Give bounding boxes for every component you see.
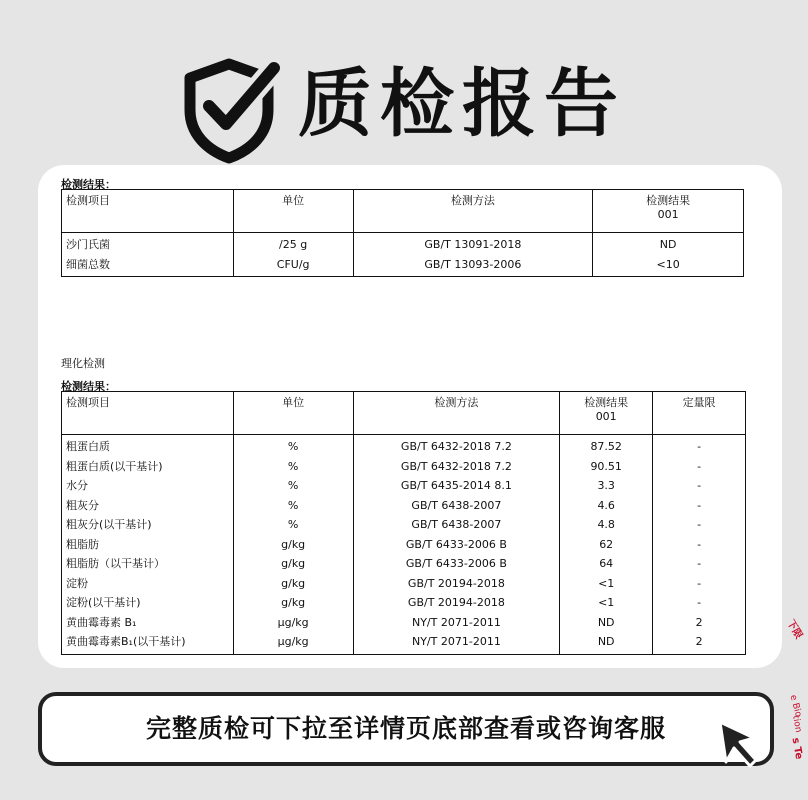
- cell-limit: 2: [653, 613, 746, 633]
- table-row: [62, 632, 746, 654]
- cell-method: NY/T 2071-2011: [353, 613, 560, 633]
- stamp-text: 下限: [784, 618, 805, 641]
- cell-limit: -: [653, 435, 746, 457]
- cell-item: 粗蛋白质(以干基计): [62, 457, 234, 477]
- cell-unit: g/kg: [233, 554, 353, 574]
- header-cell: 检测方法: [353, 392, 560, 435]
- header: [0, 40, 800, 160]
- cell-item: 粗脂肪（以干基计）: [62, 554, 234, 574]
- cell-item: 粗灰分: [62, 496, 234, 516]
- micro-results-label: 检测结果：: [61, 178, 116, 191]
- shield-check-icon: [176, 58, 282, 162]
- cell-unit: %: [233, 476, 353, 496]
- cell-unit: %: [233, 435, 353, 457]
- cell-unit: CFU/g: [233, 255, 353, 277]
- cell-item: 黄曲霉毒素B₁(以干基计): [62, 632, 234, 654]
- red-stamp: [778, 613, 808, 773]
- header-sample-id: 001: [657, 208, 679, 221]
- cell-item: 水分: [62, 476, 234, 496]
- header-cell: [593, 190, 744, 233]
- cell-result: 3.3: [560, 476, 653, 496]
- cell-result: <10: [593, 255, 744, 277]
- cell-unit: g/kg: [233, 574, 353, 594]
- header-cell: 单位: [233, 392, 353, 435]
- cell-unit: μg/kg: [233, 613, 353, 633]
- physchem-table: [61, 391, 746, 655]
- header-cell: 检测项目: [62, 190, 234, 233]
- cell-item: 粗蛋白质: [62, 435, 234, 457]
- cell-method: GB/T 13091-2018: [353, 233, 593, 255]
- header-result-label: 检测结果: [646, 194, 691, 207]
- header-result-label: 检测结果: [584, 396, 629, 409]
- cell-result: <1: [560, 574, 653, 594]
- cell-limit: -: [653, 476, 746, 496]
- cell-method: GB/T 20194-2018: [353, 574, 560, 594]
- stamp-text: e Bio: [787, 693, 804, 719]
- header-sample-id: 001: [595, 410, 617, 423]
- cell-limit: -: [653, 535, 746, 555]
- cell-limit: -: [653, 457, 746, 477]
- cell-limit: -: [653, 515, 746, 535]
- table-row: [62, 496, 746, 516]
- cell-method: GB/T 6438-2007: [353, 496, 560, 516]
- cell-item: 粗灰分(以干基计): [62, 515, 234, 535]
- cell-unit: μg/kg: [233, 632, 353, 654]
- cell-method: GB/T 6433-2006 B: [353, 554, 560, 574]
- cell-unit: /25 g: [233, 233, 353, 255]
- cell-limit: 2: [653, 632, 746, 654]
- table-row: [62, 435, 746, 457]
- cell-method: GB/T 13093-2006: [353, 255, 593, 277]
- cell-unit: %: [233, 457, 353, 477]
- table-header-row: [62, 392, 746, 435]
- cell-method: NY/T 2071-2011: [353, 632, 560, 654]
- header-cell: 检测项目: [62, 392, 234, 435]
- cell-unit: %: [233, 496, 353, 516]
- table-row: [62, 593, 746, 613]
- cell-unit: g/kg: [233, 593, 353, 613]
- header-cell: 检测方法: [353, 190, 593, 233]
- cell-result: 4.8: [560, 515, 653, 535]
- cell-item: 细菌总数: [62, 255, 234, 277]
- cell-item: 沙门氏菌: [62, 233, 234, 255]
- table-row: [62, 554, 746, 574]
- cell-result: ND: [560, 613, 653, 633]
- cell-method: GB/T 6433-2006 B: [353, 535, 560, 555]
- header-cell: 单位: [233, 190, 353, 233]
- cell-result: ND: [560, 632, 653, 654]
- cell-method: GB/T 6432-2018 7.2: [353, 435, 560, 457]
- cell-result: 62: [560, 535, 653, 555]
- cell-method: GB/T 6435-2014 8.1: [353, 476, 560, 496]
- physchem-section-title: 理化检测: [61, 357, 105, 370]
- cell-result: ND: [593, 233, 744, 255]
- page-title: 质检报告: [298, 61, 626, 147]
- table-row: [62, 255, 744, 277]
- cell-method: GB/T 6438-2007: [353, 515, 560, 535]
- header-cell: [560, 392, 653, 435]
- table-row: [62, 613, 746, 633]
- stamp-text: s Te: [789, 736, 805, 761]
- cell-limit: -: [653, 496, 746, 516]
- cursor-arrow-icon: [716, 718, 760, 770]
- cell-item: 淀粉: [62, 574, 234, 594]
- cell-result: 64: [560, 554, 653, 574]
- cell-result: <1: [560, 593, 653, 613]
- stamp-text: tion: [790, 714, 804, 734]
- header-cell: 定量限: [653, 392, 746, 435]
- physchem-results-label: 检测结果：: [61, 380, 116, 393]
- table-row: [62, 457, 746, 477]
- cell-item: 淀粉(以干基计): [62, 593, 234, 613]
- cell-method: GB/T 6432-2018 7.2: [353, 457, 560, 477]
- cell-limit: -: [653, 574, 746, 594]
- table-row: [62, 515, 746, 535]
- cell-result: 4.6: [560, 496, 653, 516]
- table-header-row: [62, 190, 744, 233]
- cell-item: 黄曲霉毒素 B₁: [62, 613, 234, 633]
- cell-result: 90.51: [560, 457, 653, 477]
- cell-unit: g/kg: [233, 535, 353, 555]
- cell-unit: %: [233, 515, 353, 535]
- cell-method: GB/T 20194-2018: [353, 593, 560, 613]
- cell-item: 粗脂肪: [62, 535, 234, 555]
- cell-result: 87.52: [560, 435, 653, 457]
- cell-limit: -: [653, 554, 746, 574]
- table-row: [62, 476, 746, 496]
- cell-limit: -: [653, 593, 746, 613]
- table-row: [62, 535, 746, 555]
- micro-table: [61, 189, 744, 277]
- banner-text: 完整质检可下拉至详情页底部查看或咨询客服: [145, 714, 666, 743]
- table-row: [62, 574, 746, 594]
- bottom-banner[interactable]: [38, 692, 774, 766]
- table-row: [62, 233, 744, 255]
